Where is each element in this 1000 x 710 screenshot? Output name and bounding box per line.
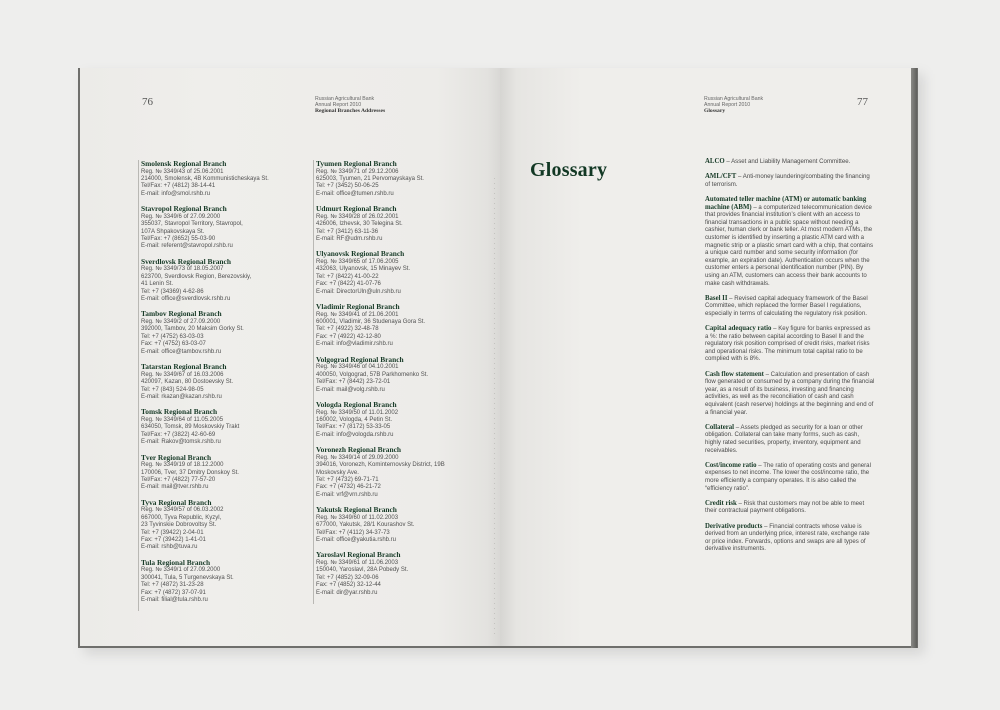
glossary-term <box>705 424 875 454</box>
term-name: AML/CFT <box>705 173 737 181</box>
branch-detail-line: 355037, Stavropol Territory, Stavropol, <box>141 221 243 228</box>
branches-column-2 <box>313 160 473 604</box>
right-page <box>500 68 912 646</box>
branch-detail-line: 432063, Ulyanovsk, 15 Minayev St. <box>316 266 411 273</box>
header-line-2: Annual Report 2010 <box>315 102 362 108</box>
branch-detail-line: 214000, Smolensk, 4B Kommunisticheskaya St. <box>141 176 269 182</box>
branch-detail-line: Tel: +7 (34369) 4-62-86 <box>141 288 204 295</box>
branch-detail-line: Reg. № 3349/64 of 11.05.2005 <box>141 416 224 423</box>
branch-detail-line: Reg. № 3349/50 of 11.01.2002 <box>316 409 399 416</box>
header-line-1: Russian Agricultural Bank <box>315 96 375 102</box>
branch-detail-line: Tel: +7 (8422) 41-00-22 <box>316 273 379 280</box>
branch-detail-line: 426006, Izhevsk, 30 Telegina St. <box>316 221 403 228</box>
branch-detail-line: E-mail: mail@tver.rshb.ru <box>141 484 209 491</box>
branch-entry <box>141 310 298 356</box>
branch-name: Yakutsk Regional Branch <box>316 505 397 515</box>
glossary-term <box>705 523 875 553</box>
branch-entry <box>316 303 473 349</box>
branch-detail-line: Tel/Fax: +7 (8442) 23-72-01 <box>316 379 391 386</box>
spine-stitching <box>494 178 495 638</box>
branch-name: Tambov Regional Branch <box>141 309 222 319</box>
branch-detail-line: Reg. № 3349/73 of 18.05.2007 <box>141 266 224 273</box>
branch-detail-line: Tel: +7 (3452) 50-06-25 <box>316 183 379 190</box>
branch-detail-line: E-mail: info@vladimir.rshb.ru <box>316 341 393 348</box>
branch-name: Tula Regional Branch <box>141 557 211 567</box>
branches-column-1 <box>138 160 298 611</box>
term-name: Capital adequacy ratio <box>705 325 772 333</box>
branch-name: Sverdlovsk Regional Branch <box>141 256 231 266</box>
branch-name: Udmurt Regional Branch <box>316 204 397 214</box>
branch-detail-line: Reg. № 3349/43 of 25.06.2001 <box>141 168 224 175</box>
branch-detail-line: E-mail: DirectorUln@uln.rshb.ru <box>316 288 401 295</box>
branch-detail-line: Moskovsky Ave. <box>316 469 359 476</box>
branch-detail-line: E-mail: referent@stavropol.rshb.ru <box>141 243 233 250</box>
glossary-term <box>705 462 875 492</box>
branch-entry <box>316 205 473 243</box>
glossary-term <box>705 371 875 417</box>
term-name: Cash flow statement <box>705 370 764 378</box>
branch-detail-line: 634050, Tomsk, 89 Moskovskiy Trakt <box>141 424 240 431</box>
branch-detail-line: E-mail: office@yakutia.rshb.ru <box>316 536 397 543</box>
glossary-term <box>705 295 875 318</box>
branch-entry <box>316 160 473 198</box>
branch-name: Tomsk Regional Branch <box>141 407 218 417</box>
term-definition: – Financial contracts whose value is derived from an underlying price, interest rate, exchange rate or price index. Forwards, options and swaps are all types of derivative instruments. <box>705 522 870 553</box>
glossary-title: Glossary <box>530 159 608 181</box>
branch-entry <box>141 160 298 198</box>
glossary-term <box>705 158 875 166</box>
branch-detail-line: Tel: +7 (4752) 63-03-03 <box>141 333 204 340</box>
branch-entry <box>141 363 298 401</box>
branch-detail-line: Reg. № 3349/61 of 11.06.2003 <box>316 559 399 566</box>
term-name: Derivative products <box>705 522 763 530</box>
branch-detail-line: Reg. № 3349/28 of 26.02.2001 <box>316 213 399 220</box>
branch-entry <box>141 258 298 304</box>
branch-name: Yaroslavl Regional Branch <box>316 550 401 560</box>
term-name: ALCO <box>705 158 725 165</box>
branch-detail-line: Tel/Fax: +7 (8652) 55-03-90 <box>141 236 216 243</box>
term-name: Automated teller machine (ATM) or automatic banking machine (ABM) <box>705 195 867 211</box>
branch-entry <box>316 356 473 394</box>
branch-detail-line: Reg. № 3349/6 of 27.09.2000 <box>141 213 221 220</box>
branch-detail-line: Fax: +7 (4922) 42-12-80 <box>316 333 381 340</box>
branch-detail-line: Reg. № 3349/2 of 27.09.2000 <box>141 319 221 326</box>
branch-detail-line: Tel/Fax: +7 (4812) 38-14-41 <box>141 183 216 190</box>
branch-detail-line: 667000, Tyva Republic, Kyzyl, <box>141 514 222 521</box>
branch-name: Vladimir Regional Branch <box>316 302 400 312</box>
branch-name: Volgograd Regional Branch <box>316 354 404 364</box>
branch-detail-line: Tel: +7 (39422) 2-04-01 <box>141 529 204 536</box>
branch-detail-line: E-mail: Rakov@tomsk.rshb.ru <box>141 439 221 446</box>
branch-detail-line: E-mail: filial@tula.rshb.ru <box>141 597 208 603</box>
branch-detail-line: E-mail: office@tambov.rshb.ru <box>141 348 222 355</box>
term-definition: – a computerized telecommunication device that provides financial institution’s client with an access to financial transactions in a public space without needing a cashier, human clerk or bank teller. At most modern ATMs, the customer is identified by inserting a plastic ATM card with a magnetic strip or a plastic smart card with a chip, that contains a unique card number and some security information (for example, an expiration date). Authentication occurs when the customer enters a personal identification number (PIN). By using an ATM, customers can access their bank accounts to make cash withdrawals. <box>705 203 873 287</box>
branch-detail-line: Tel: +7 (4852) 32-09-06 <box>316 574 379 581</box>
right-page-header <box>704 96 763 114</box>
branch-detail-line: Reg. № 3349/41 of 21.06.2001 <box>316 311 399 318</box>
branch-detail-line: E-mail: rshb@tuva.ru <box>141 544 198 551</box>
term-definition: – Asset and Liability Management Committee. <box>724 158 851 165</box>
header-section: Regional Branches Addresses <box>315 108 386 114</box>
branch-name: Voronezh Regional Branch <box>316 445 401 455</box>
glossary-term <box>705 196 875 287</box>
branch-detail-line: Tel/Fax: +7 (3822) 42-60-69 <box>141 431 216 438</box>
branch-detail-line: 623700, Sverdlovsk Region, Berezovskiy, <box>141 273 252 280</box>
header-line-2: Annual Report 2010 <box>704 102 751 108</box>
branch-detail-line: E-mail: office@sverdlovsk.rshb.ru <box>141 296 231 303</box>
branch-detail-line: E-mail: info@vologda.rshb.ru <box>316 431 394 438</box>
branch-name: Stavropol Regional Branch <box>141 204 227 214</box>
branch-detail-line: Fax: +7 (39422) 1-41-01 <box>141 536 206 543</box>
branch-name: Tyva Regional Branch <box>141 497 212 507</box>
left-page-header <box>315 96 385 114</box>
term-name: Cost/income ratio <box>705 461 757 469</box>
branch-detail-line: E-mail: vrf@vrn.rshb.ru <box>316 491 378 498</box>
branch-detail-line: 150040, Yaroslavl, 28A Pobedy St. <box>316 567 409 574</box>
right-page-number: 77 <box>857 96 868 108</box>
glossary-terms <box>705 158 875 560</box>
branch-detail-line: Tel: +7 (843) 524-98-05 <box>141 386 204 393</box>
branch-detail-line: Tel: +7 (4872) 31-23-28 <box>141 582 204 589</box>
branch-detail-line: Tel: +7 (4922) 32-48-78 <box>316 326 379 333</box>
branch-detail-line: E-mail: office@tumen.rshb.ru <box>316 190 394 197</box>
branch-detail-line: 392000, Tambov, 20 Maksim Gorky St. <box>141 326 244 333</box>
branch-detail-line: Reg. № 3349/71 of 29.12.2006 <box>316 168 399 175</box>
branch-detail-line: Fax: +7 (4852) 32-12-44 <box>316 582 381 589</box>
term-definition: – The ratio of operating costs and general expenses to net income. The lower the cost/income ratio, the more efficiently a company operates. It is also called the “efficiency ratio”. <box>705 461 871 492</box>
branch-detail-line: Fax: +7 (4872) 37-07-91 <box>141 589 206 596</box>
branch-name: Tver Regional Branch <box>141 452 212 462</box>
branch-detail-line: 23 Tyvinskie Dobrovoltsy St. <box>141 522 217 529</box>
branch-entry <box>141 454 298 492</box>
branch-detail-line: Fax: +7 (4752) 63-03-07 <box>141 341 206 348</box>
left-page-number: 76 <box>142 96 153 108</box>
header-section: Glossary <box>704 108 726 114</box>
branch-detail-line: E-mail: RF@udm.rshb.ru <box>316 236 383 243</box>
branch-name: Tatarstan Regional Branch <box>141 362 227 372</box>
branch-detail-line: Tel/Fax: +7 (4112) 34-37-73 <box>316 529 390 536</box>
branch-entry <box>141 408 298 446</box>
branch-detail-line: E-mail: mail@volg.rshb.ru <box>316 386 385 393</box>
branch-detail-line: Tel/Fax: +7 (4822) 77-57-20 <box>141 476 216 483</box>
glossary-term <box>705 173 875 188</box>
book-right-edge <box>911 68 917 648</box>
branch-detail-line: 394016, Voronezh, Kominternovsky District, 19B <box>316 462 445 469</box>
branch-detail-line: E-mail: rkazan@kazan.rshb.ru <box>141 393 222 400</box>
branch-detail-line: Reg. № 3349/14 of 29.09.2000 <box>316 454 399 461</box>
branch-entry <box>141 499 298 552</box>
branch-detail-line: Reg. № 3349/65 of 17.06.2005 <box>316 259 399 266</box>
branch-detail-line: Reg. № 3349/46 of 04.10.2001 <box>316 364 399 371</box>
branch-detail-line: 400050, Volgograd, 57B Parkhomenko St. <box>316 371 429 378</box>
branch-detail-line: 600001, Vladimir, 36 Studenaya Gora St. <box>316 319 426 326</box>
left-page <box>80 68 500 646</box>
branch-detail-line: Reg. № 3349/1 of 27.09.2000 <box>141 567 221 574</box>
branch-detail-line: E-mail: dir@yar.rshb.ru <box>316 589 378 596</box>
branch-detail-line: 170006, Tver, 37 Dmitry Donskoy St. <box>141 469 239 476</box>
branch-detail-line: 300041, Tula, 5 Turgenevskaya St. <box>141 574 234 581</box>
term-definition: – Anti-money laundering/combating the financing of terrorism. <box>705 173 870 188</box>
branch-entry <box>141 559 298 605</box>
term-definition: – Calculation and presentation of cash flow generated or consumed by a company during the financial year, as a result of its business, investing and financing activities, as well as the reconciliation of cash and cash equivalent (cash reserve) holdings at the beginning and end of a financial year. <box>705 370 875 416</box>
branch-entry <box>316 250 473 296</box>
branch-detail-line: Tel: +7 (4732) 69-71-71 <box>316 476 379 483</box>
term-definition: – Key figure for banks expressed as a %: the ratio between capital according to Basel II and the regulatory risk position comprised of credit risks, market risks and operational risks. The minimum total capital ratio to be complied with is 8%. <box>705 325 871 363</box>
branch-entry <box>316 506 473 544</box>
branch-name: Vologda Regional Branch <box>316 399 397 409</box>
branch-detail-line: 107A Shpakovskaya St. <box>141 228 205 235</box>
branch-detail-line: 41 Lenin St. <box>141 281 174 288</box>
branch-detail-line: Reg. № 3349/67 of 16.03.2006 <box>141 371 224 378</box>
branch-detail-line: 160002, Vologda, 4 Petin St. <box>316 416 393 423</box>
branch-detail-line: Reg. № 3349/19 of 18.12.2000 <box>141 462 224 469</box>
term-definition: – Risk that customers may not be able to meet their contractual payment obligations. <box>705 499 865 515</box>
branch-name: Ulyanovsk Regional Branch <box>316 249 405 259</box>
branch-detail-line: E-mail: info@smol.rshb.ru <box>141 190 211 197</box>
term-name: Credit risk <box>705 499 737 507</box>
branch-detail-line: 677000, Yakutsk, 28/1 Kourashov St. <box>316 522 415 529</box>
branch-detail-line: 420097, Kazan, 80 Dostoevsky St. <box>141 379 234 386</box>
branch-detail-line: Reg. № 3349/57 of 06.03.2002 <box>141 507 224 514</box>
branch-entry <box>316 446 473 499</box>
branch-name: Tyumen Regional Branch <box>316 159 397 168</box>
branch-detail-line: 625003, Tyumen, 21 Pervomayskaya St. <box>316 176 424 182</box>
term-definition: – Assets pledged as security for a loan or other obligation. Collateral can take many forms, such as cash, highly rated securities, property, inventory, equipment and receivables. <box>705 423 863 454</box>
glossary-term <box>705 325 875 363</box>
term-definition: – Revised capital adequacy framework of the Basel Committee, which replaced the former Basel I regulations, especially in terms of calculating the regulatory risk position. <box>705 294 868 317</box>
term-name: Basel II <box>705 294 728 302</box>
term-name: Collateral <box>705 423 735 431</box>
branch-name: Smolensk Regional Branch <box>141 159 227 168</box>
branch-entry <box>316 401 473 439</box>
branch-entry <box>141 205 298 251</box>
branch-detail-line: Fax: +7 (4732) 46-21-72 <box>316 484 381 491</box>
branch-detail-line: Fax: +7 (8422) 41-07-76 <box>316 281 381 288</box>
branch-detail-line: Reg. № 3349/60 of 11.02.2003 <box>316 514 399 521</box>
glossary-term <box>705 500 875 515</box>
branch-entry <box>316 551 473 597</box>
header-line-1: Russian Agricultural Bank <box>704 96 764 102</box>
branch-detail-line: Tel: +7 (3412) 63-11-36 <box>316 228 379 235</box>
branch-detail-line: Tel/Fax: +7 (8172) 53-33-05 <box>316 424 391 431</box>
